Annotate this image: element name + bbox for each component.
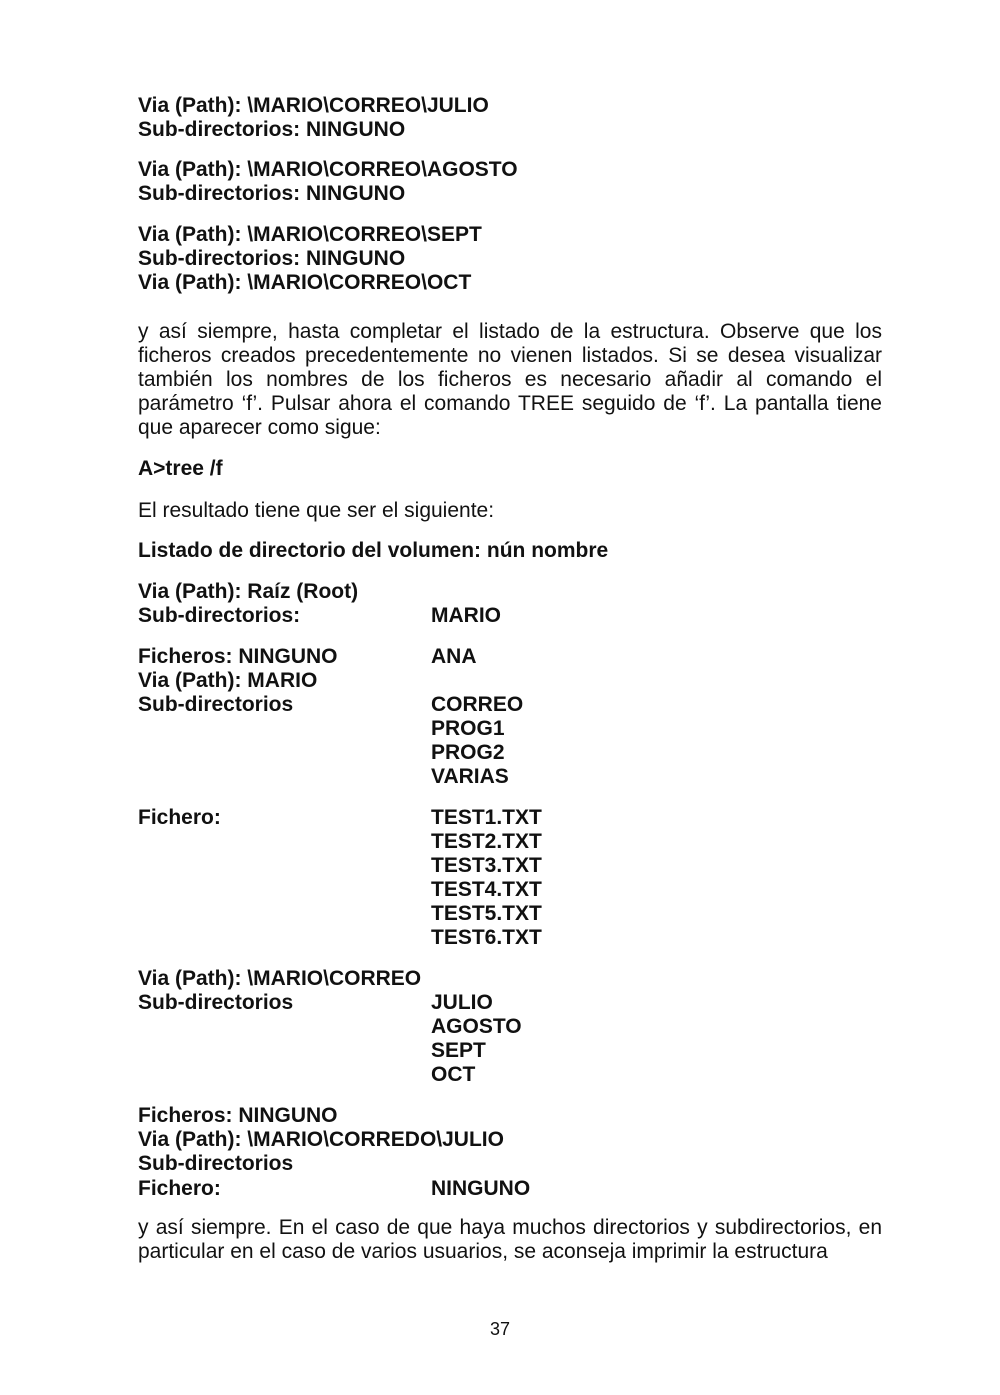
file-entry: TEST5.TXT <box>431 902 542 925</box>
subdir-entry: JULIO <box>431 991 493 1014</box>
file-entry: TEST2.TXT <box>431 830 542 853</box>
subdirs-label: Sub-directorios <box>138 1152 294 1175</box>
page-number: 37 <box>489 1319 511 1339</box>
subdir-entry: CORREO <box>431 693 524 716</box>
path-line: Via (Path): \MARIO\CORREO\JULIO <box>138 94 489 117</box>
subdirs-label: Sub-directorios <box>138 991 294 1014</box>
path-line: Via (Path): \MARIO\CORREO\OCT <box>138 271 472 294</box>
command-line: A>tree /f <box>138 457 223 480</box>
path-line: Via (Path): MARIO <box>138 669 318 692</box>
subdirs-line: Sub-directorios: NINGUNO <box>138 182 406 205</box>
path-line: Via (Path): \MARIO\CORREDO\JULIO <box>138 1128 504 1151</box>
subdirs-label: Sub-directorios: <box>138 604 301 627</box>
file-entry: TEST1.TXT <box>431 806 542 829</box>
file-entry: NINGUNO <box>431 1177 531 1200</box>
body-paragraph: y así siempre. En el caso de que haya muchos directorios y subdirectorios, en particular en el caso de varios usuarios, se aconseja imprimir la estructura <box>138 1216 882 1263</box>
files-line: Ficheros: NINGUNO <box>138 645 338 668</box>
subdir-entry: ANA <box>431 645 477 668</box>
result-intro: El resultado tiene que ser el siguiente: <box>138 499 495 522</box>
subdir-entry: PROG2 <box>431 741 505 764</box>
subdir-entry: VARIAS <box>431 765 509 788</box>
subdirs-line: Sub-directorios: NINGUNO <box>138 247 406 270</box>
subdir-entry: MARIO <box>431 604 501 627</box>
subdir-entry: SEPT <box>431 1039 486 1062</box>
files-label: Fichero: <box>138 1177 221 1200</box>
file-entry: TEST3.TXT <box>431 854 542 877</box>
listing-title: Listado de directorio del volumen: nún nombre <box>138 539 609 562</box>
path-line: Via (Path): \MARIO\CORREO <box>138 967 422 990</box>
subdir-entry: OCT <box>431 1063 476 1086</box>
path-line: Via (Path): Raíz (Root) <box>138 580 359 603</box>
subdirs-line: Sub-directorios: NINGUNO <box>138 118 406 141</box>
path-line: Via (Path): \MARIO\CORREO\SEPT <box>138 223 482 246</box>
path-line: Via (Path): \MARIO\CORREO\AGOSTO <box>138 158 518 181</box>
subdir-entry: PROG1 <box>431 717 505 740</box>
file-entry: TEST6.TXT <box>431 926 542 949</box>
files-label: Fichero: <box>138 806 221 829</box>
subdirs-label: Sub-directorios <box>138 693 294 716</box>
subdir-entry: AGOSTO <box>431 1015 522 1038</box>
file-entry: TEST4.TXT <box>431 878 542 901</box>
body-paragraph: y así siempre, hasta completar el listado de la estructura. Observe que los ficheros creados precedentemente no vienen listados. Si se desea visualizar también los nombres de los ficheros es necesario añadir al comando el parámetro ‘f’. Pulsar ahora el comando TREE seguido de ‘f’. La pantalla tiene que aparecer como sigue: <box>138 320 882 439</box>
files-line: Ficheros: NINGUNO <box>138 1104 338 1127</box>
